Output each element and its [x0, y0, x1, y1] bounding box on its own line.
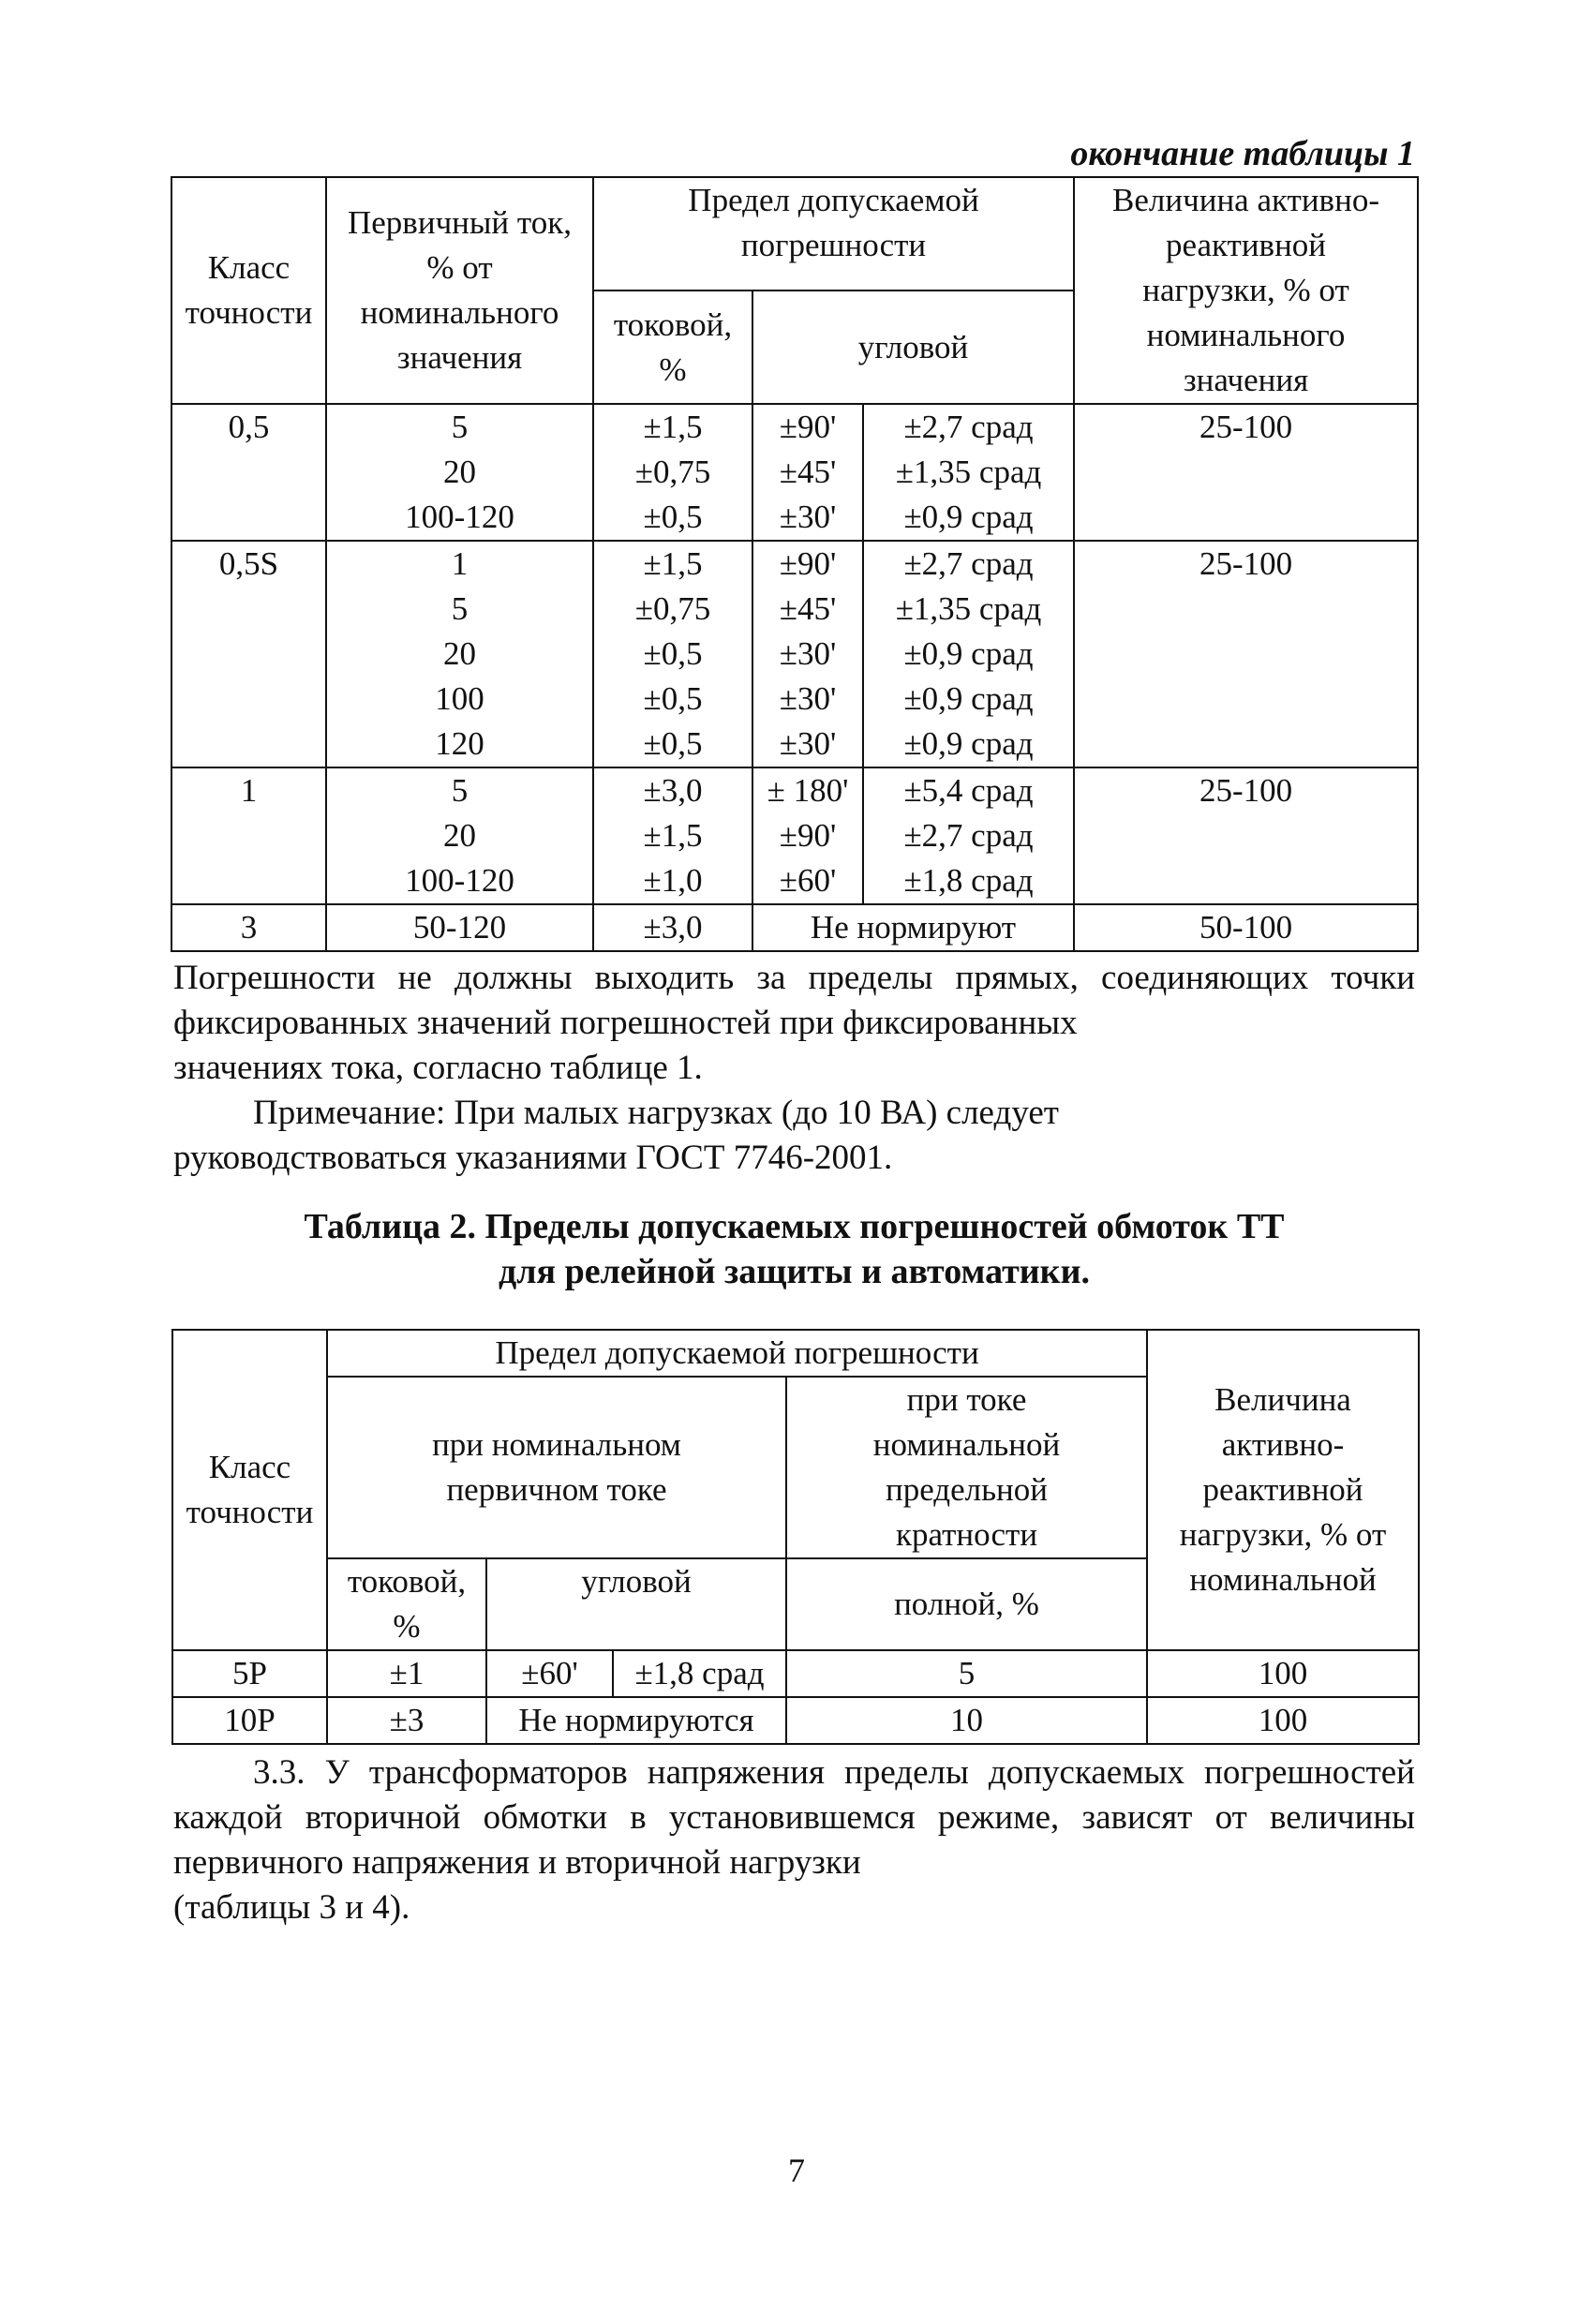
t1-cell-primary: 5 20 100-120 [326, 767, 593, 904]
t1-cell-current: ±3,0 [593, 904, 752, 951]
t1-header-load: Величина активно- реактивной нагрузки, % от номинального значения [1074, 177, 1418, 404]
paragraph-note [173, 1091, 1415, 1181]
t1-cell-load: 25-100 [1074, 404, 1418, 541]
t2-cell-full: 5 [786, 1650, 1147, 1697]
paragraph-errors-last-line: значениях тока, согласно таблице 1. [173, 1049, 703, 1087]
t2-cell-current: ±1 [327, 1650, 486, 1697]
t1-header-error-limit: Предел допускаемой погрешности [593, 177, 1074, 290]
t2-cell-class: 5P [172, 1650, 327, 1697]
table1 [171, 176, 1419, 952]
paragraph-voltage-last-line: (таблицы 3 и 4). [173, 1888, 410, 1927]
t1-cell-primary: 1 5 20 100 120 [326, 541, 593, 767]
t1-cell-angle-crad: ±2,7 срад ±1,35 срад ±0,9 срад ±0,9 срад ±0,9 срад [863, 541, 1074, 767]
t1-cell-current: ±1,5 ±0,75 ±0,5 [593, 404, 752, 541]
t2-cell-current: ±3 [327, 1697, 486, 1744]
paragraph-note-last-line: руководствоваться указаниями ГОСТ 7746-2001. [173, 1139, 893, 1177]
t1-header-primary-current: Первичный ток, % от номинального значения [326, 177, 593, 404]
t1-header-class: Класс точности [171, 177, 326, 404]
t1-cell-load: 50-100 [1074, 904, 1418, 951]
paragraph-errors [173, 956, 1415, 1091]
table2 [171, 1329, 1420, 1745]
t1-header-current-error: токовой, % [593, 290, 752, 404]
t1-cell-load: 25-100 [1074, 541, 1418, 767]
t1-header-angle-error: угловой [752, 290, 1074, 404]
paragraph-note-text: Примечание: При малых нагрузках (до 10 ВА) следует [253, 1094, 1059, 1132]
t1-cell-class: 0,5S [171, 541, 326, 767]
t2-header-error-limit: Предел допускаемой погрешности [327, 1330, 1147, 1377]
t1-cell-class: 0,5 [171, 404, 326, 541]
t1-cell-class: 1 [171, 767, 326, 904]
t1-cell-angle-min: ±90' ±45' ±30' ±30' ±30' [752, 541, 863, 767]
t1-cell-angle: Не нормируют [752, 904, 1074, 951]
t1-cell-current: ±1,5 ±0,75 ±0,5 ±0,5 ±0,5 [593, 541, 752, 767]
table-row [171, 541, 1418, 767]
t1-cell-primary: 5 20 100-120 [326, 404, 593, 541]
table-row [172, 1697, 1419, 1744]
t1-cell-angle-min: ± 180' ±90' ±60' [752, 767, 863, 904]
t2-cell-class: 10P [172, 1697, 327, 1744]
page-number: 7 [788, 2152, 805, 2189]
t2-header-angle-error: угловой [486, 1558, 786, 1650]
t1-cell-current: ±3,0 ±1,5 ±1,0 [593, 767, 752, 904]
t2-cell-angle-min: ±60' [486, 1650, 613, 1697]
t2-header-class: Класс точности [172, 1330, 327, 1650]
table-row [171, 904, 1418, 951]
t1-cell-angle-min: ±90' ±45' ±30' [752, 404, 863, 541]
table-row [172, 1650, 1419, 1697]
t2-cell-angle-crad: ±1,8 срад [613, 1650, 786, 1697]
t1-cell-angle-crad: ±5,4 срад ±2,7 срад ±1,8 срад [863, 767, 1074, 904]
t2-cell-full: 10 [786, 1697, 1147, 1744]
table2-title: Таблица 2. Пределы допускаемых погрешностей обмоток ТТ для релейной защиты и автоматики. [304, 1207, 1285, 1291]
table-row [171, 767, 1418, 904]
t1-cell-primary: 50-120 [326, 904, 593, 951]
t1-cell-angle-crad: ±2,7 срад ±1,35 срад ±0,9 срад [863, 404, 1074, 541]
t2-cell-angle: Не нормируются [486, 1697, 786, 1744]
t1-cell-load: 25-100 [1074, 767, 1418, 904]
t2-cell-load: 100 [1147, 1650, 1419, 1697]
table-row [171, 404, 1418, 541]
t2-cell-load: 100 [1147, 1697, 1419, 1744]
table1-continuation-caption: окончание таблицы 1 [1070, 134, 1415, 173]
paragraph-errors-text: Погрешности не должны выходить за пределы прямых, соединяющих точки фиксированных значений погрешностей при фиксированных [173, 959, 1415, 1042]
t2-header-full-error: полной, % [786, 1558, 1147, 1650]
t1-cell-class: 3 [171, 904, 326, 951]
paragraph-voltage-text: 3.3. У трансформаторов напряжения пределы допускаемых погрешностей каждой вторичной обмотки в установившемся режиме, зависят от величины первичного напряжения и вторичной нагрузки [173, 1753, 1415, 1882]
t2-header-current-error: токовой, % [327, 1558, 486, 1650]
t2-header-limiting-current: при токе номинальной предельной кратности [786, 1377, 1147, 1558]
paragraph-voltage-transformers [173, 1750, 1415, 1930]
t2-header-load: Величина активно- реактивной нагрузки, % от номинальной [1147, 1330, 1419, 1650]
t2-header-nominal-current: при номинальном первичном токе [327, 1377, 786, 1558]
